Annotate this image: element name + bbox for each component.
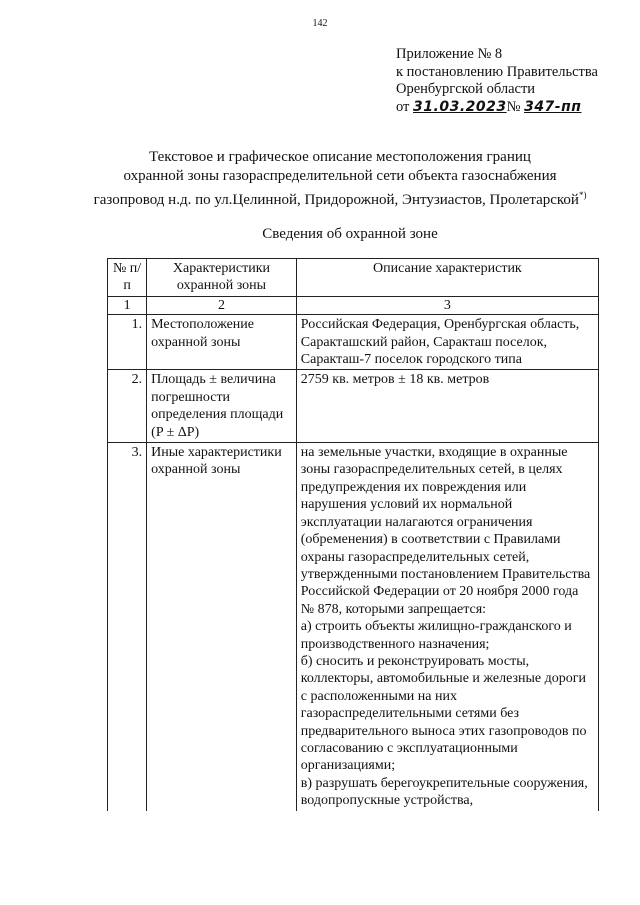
column-number-row — [108, 296, 599, 314]
description-paragraph: в) разрушать берегоукрепительные сооружения, водопропускные устройства, — [300, 775, 588, 809]
title-line-3-text: газопровод н.д. по ул.Целинной, Придорожной, Энтузиастов, Пролетарской — [93, 192, 579, 208]
appendix-resolution: к постановлению Правительства — [396, 63, 598, 80]
footnote-mark: *) — [578, 190, 587, 200]
row-description: Российская Федерация, Оренбургская область, Саракташский район, Саракташ поселок, Саракташ-7 поселок городского типа — [296, 315, 598, 370]
appendix-date-line — [396, 99, 598, 117]
description-paragraph: б) сносить и реконструировать мосты, коллекторы, автомобильные и железные дороги с расположенными на них газораспределительными сетями без предварительного выноса этих газопроводов по согласованию с эксплуатационными организациями; — [300, 653, 587, 774]
column-number: 2 — [147, 296, 297, 314]
handwritten-date: 31.03.2023 — [413, 98, 507, 115]
row-characteristic: Местоположение охранной зоны — [147, 315, 297, 370]
column-number: 1 — [108, 296, 147, 314]
from-prefix: от — [396, 98, 410, 115]
row-characteristic: Иные характеристики охранной зоны — [147, 443, 297, 811]
title-line-2: охранной зоны газораспределительной сети объекта газоснабжения — [123, 168, 557, 184]
title-line-3 — [60, 186, 620, 210]
section-subtitle: Сведения об охранной зоне — [262, 226, 438, 242]
row-description: 2759 кв. метров ± 18 кв. метров — [296, 370, 598, 443]
header-number: № п/п — [108, 259, 147, 297]
row-number: 1. — [108, 315, 147, 370]
header-characteristic: Характеристики охранной зоны — [147, 259, 297, 297]
column-number: 3 — [296, 296, 598, 314]
row-description — [296, 443, 598, 811]
number-prefix: № — [506, 98, 521, 115]
row-characteristic: Площадь ± величина погрешности определения площади (P ± ΔP) — [147, 370, 297, 443]
description-paragraph: а) строить объекты жилищно-гражданского и производственного назначения; — [300, 619, 572, 652]
handwritten-number: 347-пп — [524, 98, 582, 115]
table-row — [108, 315, 599, 370]
row-number: 2. — [108, 370, 147, 443]
page-number: 142 — [312, 18, 328, 29]
table-row — [108, 370, 599, 443]
description-paragraph: на земельные участки, входящие в охранные зоны газораспределительных сетей, в целях предупреждения их повреждения или нарушения условий их нормальной эксплуатации налагаются ограничения (обременения) в соответствии с Правилами охраны газораспределительных сетей, утвержденными постановлением Правительства Российской Федерации от 20 ноября 2000 года № 878, которыми запрещается: — [300, 445, 591, 617]
appendix-title: Приложение № 8 — [396, 46, 503, 62]
table-row — [108, 443, 599, 811]
row-number: 3. — [108, 443, 147, 811]
table-header-row — [108, 259, 599, 297]
title-line-1: Текстовое и графическое описание местоположения границ — [149, 149, 531, 165]
appendix-region: Оренбургской области — [396, 81, 536, 97]
header-description: Описание характеристик — [296, 259, 598, 297]
appendix-block — [396, 46, 598, 116]
document-title — [60, 148, 620, 210]
protection-zone-table — [107, 258, 599, 811]
